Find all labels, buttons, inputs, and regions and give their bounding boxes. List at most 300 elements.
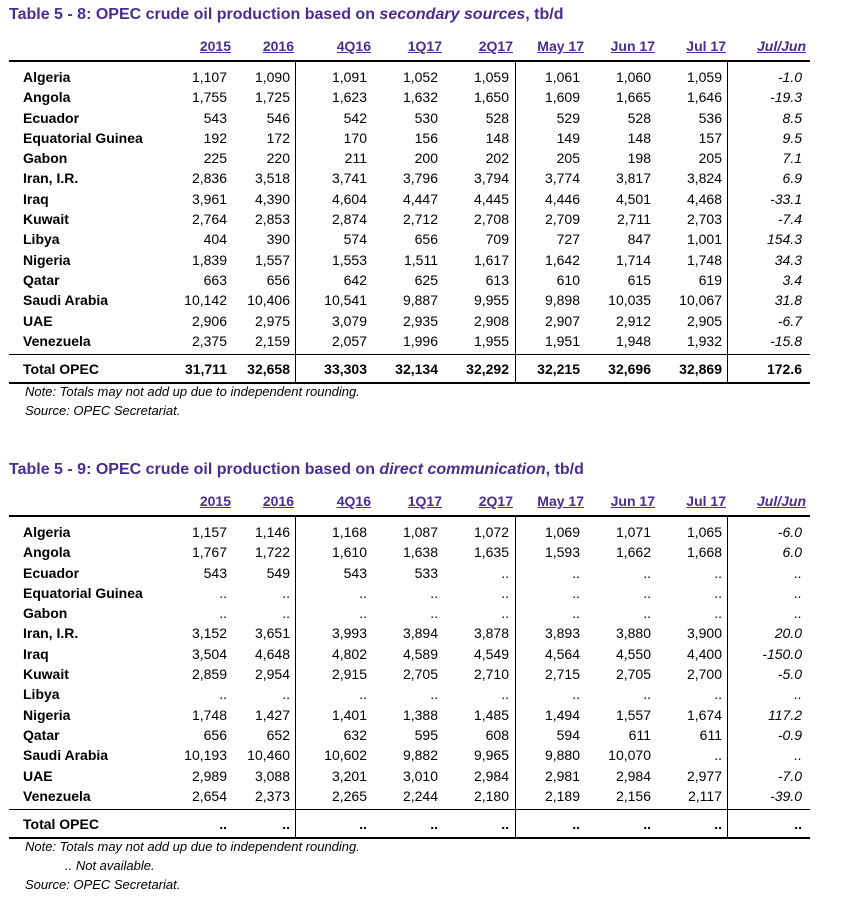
table-cell: 2,180 — [473, 787, 509, 804]
country-name: UAE — [23, 767, 53, 784]
table-cell: 198 — [627, 150, 651, 167]
total-cell: 32,696 — [608, 361, 651, 378]
table-cell: 4,564 — [544, 645, 580, 662]
table-cell: 595 — [414, 726, 438, 743]
table-row — [9, 766, 810, 786]
table-cell: 3,961 — [191, 190, 227, 207]
table-cell: 1,932 — [686, 332, 722, 349]
table-cell: 2,189 — [544, 787, 580, 804]
country-name: Ecuador — [23, 564, 80, 581]
table-title — [9, 6, 564, 24]
table-cell: 3,201 — [331, 767, 367, 784]
table-cell: 1,557 — [254, 251, 290, 268]
table-cell: 2,265 — [331, 787, 367, 804]
table-cell: .. — [794, 564, 802, 581]
table-cell: 4,501 — [615, 190, 651, 207]
table-row — [9, 644, 810, 664]
table-cell: .. — [282, 584, 290, 601]
table-cell: 625 — [414, 271, 438, 288]
column-header: May 17 — [537, 493, 584, 509]
table-cell: 2,708 — [473, 211, 509, 228]
table-cell: 1,593 — [544, 544, 580, 561]
table-cell: 1,157 — [191, 524, 227, 540]
table-cell: .. — [794, 747, 802, 764]
table-notes — [25, 382, 360, 420]
column-header: Jul 17 — [686, 493, 726, 509]
table-cell: 610 — [556, 271, 580, 288]
table-cell: 3,993 — [331, 625, 367, 642]
note-line: .. Not available. — [65, 858, 155, 873]
total-cell: 32,134 — [395, 361, 438, 378]
table-cell: 1,065 — [686, 524, 722, 540]
table-cell: .. — [572, 605, 580, 622]
table-row — [9, 664, 810, 684]
table-cell: .. — [572, 564, 580, 581]
table-cell: 4,802 — [331, 645, 367, 662]
table-cell: 3,824 — [686, 170, 722, 187]
table-cell: 533 — [414, 564, 438, 581]
table-cell: 10,193 — [184, 747, 227, 764]
country-name: Saudi Arabia — [23, 292, 109, 309]
note-line: Source: OPEC Secretariat. — [25, 403, 181, 418]
table-cell: 220 — [266, 150, 290, 167]
country-name: Angola — [23, 89, 71, 106]
table-cell: 2,853 — [254, 211, 290, 228]
table-cell: 34.3 — [774, 251, 802, 268]
table-cell: 1,839 — [191, 251, 227, 268]
table-cell: 4,550 — [615, 645, 651, 662]
table-cell: 2,984 — [473, 767, 509, 784]
table-cell: 9,898 — [544, 292, 580, 309]
table-row — [9, 108, 810, 128]
table-cell: 1,951 — [544, 332, 580, 349]
table-cell: 2,908 — [473, 312, 509, 329]
table-cell: 20.0 — [774, 625, 802, 642]
table-cell: 2,954 — [254, 666, 290, 683]
table-cell: 149 — [556, 129, 580, 146]
table-cell: -6.7 — [777, 312, 802, 329]
table-cell: 10,070 — [608, 747, 651, 764]
country-name: UAE — [23, 312, 53, 329]
table-cell: .. — [501, 686, 509, 703]
table-cell: 2,117 — [688, 787, 722, 804]
table-cell: 2,244 — [402, 787, 438, 804]
table-body — [9, 60, 810, 384]
table-row — [9, 745, 810, 765]
table-row — [9, 786, 810, 806]
table-cell: 2,654 — [191, 787, 227, 804]
table-cell: 1,090 — [254, 69, 290, 85]
table-cell: .. — [359, 686, 367, 703]
table-cell: 1,072 — [473, 524, 509, 540]
table-cell: 608 — [485, 726, 509, 743]
table-cell: 2,373 — [254, 787, 290, 804]
table-cell: .. — [359, 584, 367, 601]
table-cell: 1,107 — [191, 69, 227, 85]
table-row — [9, 542, 810, 562]
table-cell: .. — [501, 564, 509, 581]
table-cell: 529 — [556, 109, 580, 126]
column-separator — [295, 517, 296, 837]
table-cell: 1,955 — [473, 332, 509, 349]
table-cell: 9,965 — [473, 747, 509, 764]
table-cell: .. — [714, 564, 722, 581]
table-row — [9, 270, 810, 290]
country-name: Qatar — [23, 271, 60, 288]
column-header: 1Q17 — [407, 493, 442, 509]
table-cell: .. — [643, 584, 651, 601]
column-header: 2015 — [199, 493, 231, 509]
table-cell: 1,638 — [402, 544, 438, 561]
table-cell: 1,091 — [331, 69, 367, 85]
total-cell: 32,869 — [679, 361, 722, 378]
column-header: 2016 — [262, 38, 294, 54]
table-cell: 2,906 — [191, 312, 227, 329]
table-cell: .. — [219, 686, 227, 703]
table-cell: 1,071 — [615, 524, 651, 540]
table-notes — [25, 837, 360, 894]
total-cell: .. — [219, 816, 227, 833]
table-cell: -0.9 — [777, 726, 802, 743]
country-name: Gabon — [23, 605, 68, 622]
total-row — [9, 809, 810, 837]
table-cell: 6.9 — [782, 170, 802, 187]
table-cell: 205 — [698, 150, 722, 167]
table-cell: .. — [714, 605, 722, 622]
table-cell: 1,485 — [473, 706, 509, 723]
table-cell: 2,977 — [686, 767, 722, 784]
table-cell: 2,705 — [615, 666, 651, 683]
table-cell: 543 — [203, 564, 227, 581]
table-cell: 172 — [266, 129, 290, 146]
table-cell: .. — [714, 686, 722, 703]
table-cell: 1,059 — [473, 69, 509, 85]
country-name: Kuwait — [23, 211, 69, 228]
table-cell: 611 — [699, 726, 722, 743]
table-cell: 1,609 — [544, 89, 580, 106]
country-name: Iraq — [23, 190, 49, 207]
table-cell: 2,712 — [402, 211, 438, 228]
title-italic: secondary sources — [379, 6, 526, 23]
column-header: 4Q16 — [336, 38, 371, 54]
table-row — [9, 128, 810, 148]
table-cell: 2,907 — [544, 312, 580, 329]
column-header: 1Q17 — [407, 38, 442, 54]
table-cell: 148 — [627, 129, 651, 146]
table-cell: -150.0 — [762, 645, 802, 662]
table-cell: 3,893 — [544, 625, 580, 642]
country-name: Kuwait — [23, 666, 69, 683]
table-cell: 1,052 — [402, 69, 438, 85]
table-cell: 727 — [556, 231, 580, 248]
table-cell: .. — [794, 605, 802, 622]
column-header: Jul 17 — [686, 38, 726, 54]
title-suffix: , tb/d — [525, 6, 564, 23]
table-row — [9, 623, 810, 643]
table-cell: 3,504 — [191, 645, 227, 662]
column-headers — [0, 38, 859, 58]
table-cell: 594 — [556, 726, 580, 743]
table-cell: 3,741 — [331, 170, 367, 187]
table-cell: 2,859 — [191, 666, 227, 683]
table-cell: .. — [643, 686, 651, 703]
note-line: Note: Totals may not add up due to independent rounding. — [25, 384, 360, 399]
table-row — [9, 148, 810, 168]
table-row — [9, 290, 810, 310]
table-cell: 652 — [266, 726, 290, 743]
table-cell: 2,764 — [191, 211, 227, 228]
table-cell: 9,955 — [473, 292, 509, 309]
table-cell: 2,981 — [544, 767, 580, 784]
total-cell: .. — [282, 816, 290, 833]
column-header: Jul/Jun — [756, 38, 806, 54]
total-cell: .. — [794, 816, 802, 833]
total-cell: 31,711 — [184, 361, 227, 378]
table-cell: 1,665 — [615, 89, 651, 106]
table-cell: 656 — [414, 231, 438, 248]
table-cell: 6.0 — [782, 544, 802, 561]
table-cell: 170 — [343, 129, 367, 146]
total-cell: .. — [714, 816, 722, 833]
table-cell: 148 — [485, 129, 509, 146]
table-cell: -1.0 — [777, 69, 802, 85]
table-cell: 1,767 — [191, 544, 227, 561]
table-cell: 3,796 — [402, 170, 438, 187]
table-cell: .. — [501, 605, 509, 622]
table-cell: 2,935 — [402, 312, 438, 329]
table-cell: 3,010 — [402, 767, 438, 784]
table-cell: 1,494 — [544, 706, 580, 723]
table-row — [9, 725, 810, 745]
total-cell: 32,292 — [466, 361, 509, 378]
table-cell: 530 — [414, 109, 438, 126]
table-cell: 615 — [627, 271, 651, 288]
table-cell: 642 — [343, 271, 367, 288]
table-cell: 4,468 — [686, 190, 722, 207]
table-cell: 10,406 — [247, 292, 290, 309]
country-name: Equatorial Guinea — [23, 129, 143, 146]
table-cell: 200 — [414, 150, 438, 167]
total-cell: 33,303 — [324, 361, 367, 378]
table-cell: .. — [643, 564, 651, 581]
table-cell: 1,610 — [331, 544, 367, 561]
table-row — [9, 331, 810, 351]
table-cell: 656 — [203, 726, 227, 743]
column-header: 2Q17 — [478, 493, 513, 509]
country-name: Libya — [23, 231, 60, 248]
total-cell: 32,215 — [537, 361, 580, 378]
table-cell: 9.5 — [782, 129, 802, 146]
table-cell: 1,725 — [254, 89, 290, 106]
table-cell: 2,905 — [686, 312, 722, 329]
table-cell: 2,703 — [686, 211, 722, 228]
table-cell: 4,604 — [331, 190, 367, 207]
column-headers — [0, 493, 859, 513]
table-cell: 10,067 — [679, 292, 722, 309]
table-cell: 1,401 — [331, 706, 367, 723]
table-body — [9, 515, 810, 839]
table-row — [9, 209, 810, 229]
table-cell: 528 — [627, 109, 651, 126]
table-cell: .. — [430, 584, 438, 601]
total-cell: .. — [643, 816, 651, 833]
table-cell: 1,642 — [544, 251, 580, 268]
table-cell: 4,648 — [254, 645, 290, 662]
table-cell: 2,984 — [615, 767, 651, 784]
table-cell: 3,152 — [191, 625, 227, 642]
country-name: Angola — [23, 544, 71, 561]
table-cell: 2,874 — [331, 211, 367, 228]
table-cell: .. — [282, 605, 290, 622]
table-cell: 3,900 — [686, 625, 722, 642]
table-cell: 390 — [266, 231, 290, 248]
table-cell: -5.0 — [777, 666, 802, 683]
table-cell: 3,651 — [254, 625, 290, 642]
table-cell: 1,635 — [473, 544, 509, 561]
column-separator — [515, 517, 516, 837]
table-cell: 211 — [344, 150, 367, 167]
table-row — [9, 168, 810, 188]
total-label: Total OPEC — [23, 361, 99, 378]
table-cell: 2,375 — [191, 332, 227, 349]
table-cell: 2,057 — [331, 332, 367, 349]
table-cell: -39.0 — [770, 787, 802, 804]
table-cell: 3,088 — [254, 767, 290, 784]
table-cell: 4,445 — [473, 190, 509, 207]
table-cell: 9,880 — [544, 747, 580, 764]
table-cell: .. — [501, 584, 509, 601]
table-cell: 10,602 — [324, 747, 367, 764]
table-cell: 1,748 — [191, 706, 227, 723]
table-cell: 9,882 — [402, 747, 438, 764]
table-row — [9, 67, 810, 87]
table-cell: -6.0 — [777, 524, 802, 540]
table-cell: 4,549 — [473, 645, 509, 662]
table-cell: 2,159 — [254, 332, 290, 349]
table-cell: .. — [430, 605, 438, 622]
table-cell: 619 — [698, 271, 722, 288]
column-header: May 17 — [537, 38, 584, 54]
country-name: Saudi Arabia — [23, 747, 109, 764]
table-cell: 1,948 — [615, 332, 651, 349]
table-cell: 1,001 — [686, 231, 722, 248]
table-row — [9, 705, 810, 725]
country-name: Gabon — [23, 150, 68, 167]
total-cell: .. — [430, 816, 438, 833]
table-cell: 9,887 — [402, 292, 438, 309]
table-cell: -33.1 — [770, 190, 802, 207]
column-separator — [727, 517, 728, 837]
table-cell: .. — [219, 605, 227, 622]
table-cell: 2,915 — [331, 666, 367, 683]
country-name: Iran, I.R. — [23, 625, 79, 642]
total-row — [9, 354, 810, 382]
column-header: 2Q17 — [478, 38, 513, 54]
table-cell: 4,447 — [402, 190, 438, 207]
table-cell: .. — [282, 686, 290, 703]
table-cell: 8.5 — [782, 109, 802, 126]
table-cell: 1,996 — [402, 332, 438, 349]
table-cell: 31.8 — [774, 292, 802, 309]
table-cell: 4,390 — [254, 190, 290, 207]
table-cell: 117.2 — [768, 706, 802, 723]
country-name: Algeria — [23, 524, 71, 540]
table-cell: 1,146 — [254, 524, 290, 540]
table-cell: 543 — [203, 109, 227, 126]
table-cell: 1,069 — [544, 524, 580, 540]
table-cell: .. — [219, 584, 227, 601]
table-cell: 709 — [485, 231, 509, 248]
table-cell: 3,880 — [615, 625, 651, 642]
table-cell: 1,714 — [615, 251, 651, 268]
table-cell: 3,878 — [473, 625, 509, 642]
table-cell: 2,715 — [544, 666, 580, 683]
table-cell: .. — [572, 686, 580, 703]
country-name: Iraq — [23, 645, 49, 662]
total-cell: .. — [572, 816, 580, 833]
table-cell: 2,156 — [615, 787, 651, 804]
table-cell: 3,894 — [402, 625, 438, 642]
title-italic: direct communication — [379, 461, 546, 478]
table-cell: 1,662 — [615, 544, 651, 561]
column-header: Jul/Jun — [756, 493, 806, 509]
table-cell: .. — [643, 605, 651, 622]
table-row — [9, 522, 810, 542]
table-cell: 1,511 — [404, 251, 438, 268]
table-cell: 1,748 — [686, 251, 722, 268]
note-line: Source: OPEC Secretariat. — [25, 877, 181, 892]
table-cell: 10,035 — [608, 292, 651, 309]
note-line: Note: Totals may not add up due to independent rounding. — [25, 839, 360, 854]
table-row — [9, 189, 810, 209]
table-cell: 549 — [266, 564, 290, 581]
table-cell: 2,989 — [191, 767, 227, 784]
table-row — [9, 311, 810, 331]
table-row — [9, 684, 810, 704]
table-cell: -19.3 — [770, 89, 802, 106]
table-cell: 613 — [485, 271, 509, 288]
total-label: Total OPEC — [23, 816, 99, 833]
table-cell: 1,553 — [331, 251, 367, 268]
table-cell: 2,836 — [191, 170, 227, 187]
table-cell: 1,168 — [331, 524, 367, 540]
table-cell: 847 — [627, 231, 651, 248]
table-cell: 1,646 — [686, 89, 722, 106]
data-rows — [9, 62, 810, 354]
country-name: Equatorial Guinea — [23, 584, 143, 601]
table-cell: .. — [359, 605, 367, 622]
table-cell: 7.1 — [782, 150, 802, 167]
table-cell: 1,632 — [402, 89, 438, 106]
country-name: Venezuela — [23, 787, 91, 804]
table-cell: 404 — [203, 231, 227, 248]
table-row — [9, 583, 810, 603]
table-cell: 1,623 — [331, 89, 367, 106]
table-cell: 1,674 — [686, 706, 722, 723]
column-separator — [727, 62, 728, 382]
table-cell: 1,427 — [254, 706, 290, 723]
data-rows — [9, 517, 810, 809]
table-row — [9, 563, 810, 583]
table-cell: .. — [794, 686, 802, 703]
column-separator — [515, 62, 516, 382]
column-separator — [295, 62, 296, 382]
table-cell: 3,079 — [331, 312, 367, 329]
table-cell: -15.8 — [770, 332, 802, 349]
table-cell: 611 — [628, 726, 651, 743]
table-cell: 2,711 — [617, 211, 651, 228]
country-name: Nigeria — [23, 706, 71, 723]
